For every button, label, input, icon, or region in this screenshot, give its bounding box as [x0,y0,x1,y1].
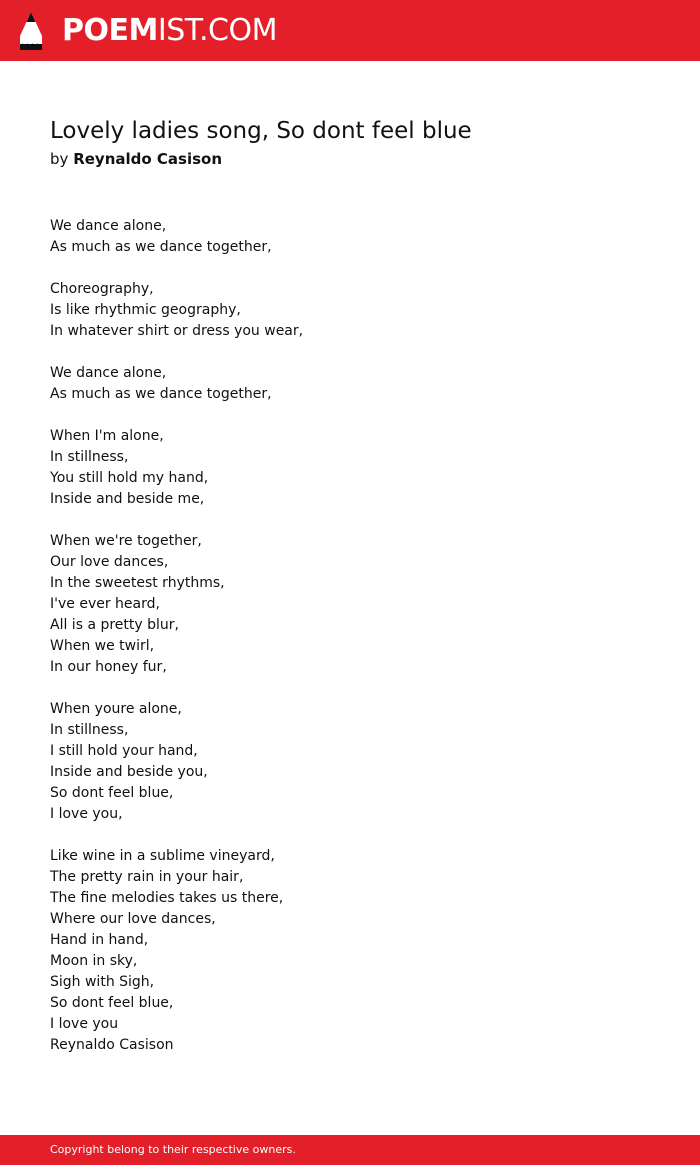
poem-line: In whatever shirt or dress you wear, [50,323,304,339]
poem-line: When I'm alone, [50,428,164,444]
stanza [50,363,670,405]
stanza-gap [50,405,670,426]
poem-line: Is like rhythmic geography, [50,302,241,318]
poem-line: In stillness, [50,449,129,465]
stanza [50,846,670,1056]
poem-line: Our love dances, [50,554,169,570]
stanza-gap [50,510,670,531]
stanza [50,426,670,510]
site-logo-text [62,13,277,48]
poem-line: In stillness, [50,722,129,738]
stanza-gap [50,825,670,846]
poem-line: I love you, [50,806,123,822]
poem-line: The pretty rain in your hair, [50,869,244,885]
poem-line: When youre alone, [50,701,182,717]
poem-line: I've ever heard, [50,596,160,612]
poem-line: So dont feel blue, [50,995,174,1011]
poem-line: In the sweetest rhythms, [50,575,225,591]
footer-bar [0,1135,700,1165]
copyright-text: Copyright belong to their respective owners. [50,1143,296,1156]
header-bar [0,0,700,61]
poem-line: As much as we dance together, [50,386,272,402]
stanza-gap [50,678,670,699]
poem-line: We dance alone, [50,218,167,234]
stanza-gap [50,258,670,279]
poem-line: Hand in hand, [50,932,149,948]
author-name: Reynaldo Casison [73,150,223,168]
poem-line: Inside and beside me, [50,491,205,507]
poem-body [50,216,670,1056]
poem-line: As much as we dance together, [50,239,272,255]
stanza [50,216,670,258]
stanza [50,279,670,342]
poem-line: When we're together, [50,533,202,549]
poem-line: Where our love dances, [50,911,216,927]
stanza [50,531,670,678]
poem-line: Like wine in a sublime vineyard, [50,848,275,864]
poem-line: Inside and beside you, [50,764,208,780]
poem-line: We dance alone, [50,365,167,381]
poem-line: When we twirl, [50,638,155,654]
logo-text-light: IST.COM [157,13,277,48]
stanza [50,699,670,825]
poem-line: So dont feel blue, [50,785,174,801]
poem-title: Lovely ladies song, So dont feel blue [50,118,472,144]
byline [50,146,670,172]
poem-line: You still hold my hand, [50,470,209,486]
poem-line: Sigh with Sigh, [50,974,155,990]
poem-line: The fine melodies takes us there, [50,890,284,906]
logo-text-bold: POEM [62,13,158,48]
site-logo[interactable] [18,9,277,53]
pencil-tip-icon [18,10,44,52]
poem-content [50,116,670,1056]
poem-line: I still hold your hand, [50,743,198,759]
poem-line: Reynaldo Casison [50,1037,174,1053]
stanza-gap [50,342,670,363]
poem-line: All is a pretty blur, [50,617,179,633]
by-label: by [50,150,69,168]
poem-line: Choreography, [50,281,154,297]
poem-line: In our honey fur, [50,659,167,675]
poem-line: Moon in sky, [50,953,138,969]
poem-line: I love you [50,1016,119,1032]
